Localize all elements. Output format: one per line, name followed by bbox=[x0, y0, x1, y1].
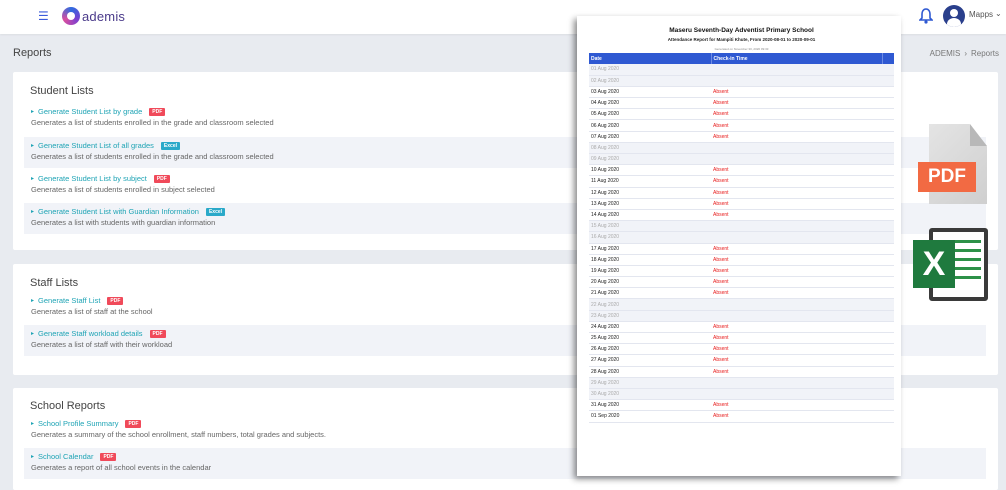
date-cell: 31 Aug 2020 bbox=[589, 400, 711, 411]
extra-cell bbox=[882, 388, 894, 399]
table-row bbox=[589, 75, 894, 86]
date-cell: 23 Aug 2020 bbox=[589, 310, 711, 321]
checkin-cell: Absent bbox=[711, 176, 882, 187]
extra-cell bbox=[882, 209, 894, 220]
table-row bbox=[589, 355, 894, 366]
table-header-row bbox=[589, 53, 894, 64]
user-avatar[interactable] bbox=[943, 5, 965, 27]
checkin-cell: Absent bbox=[711, 321, 882, 332]
table-row bbox=[589, 366, 894, 377]
attendance-report-preview bbox=[577, 16, 901, 476]
section-title: School Reports bbox=[30, 400, 106, 412]
app-logo[interactable] bbox=[62, 7, 125, 25]
date-cell: 15 Aug 2020 bbox=[589, 221, 711, 232]
report-header bbox=[589, 27, 894, 51]
table-row bbox=[589, 388, 894, 399]
extra-cell bbox=[882, 165, 894, 176]
date-cell: 06 Aug 2020 bbox=[589, 120, 711, 131]
report-link-label: Generate Student List by grade bbox=[38, 107, 143, 116]
date-cell: 03 Aug 2020 bbox=[589, 86, 711, 97]
date-cell: 05 Aug 2020 bbox=[589, 109, 711, 120]
pdf-file-icon bbox=[918, 124, 988, 204]
checkin-cell: Absent bbox=[711, 277, 882, 288]
caret-right-icon: ▸ bbox=[31, 454, 35, 460]
date-cell: 10 Aug 2020 bbox=[589, 165, 711, 176]
caret-right-icon: ▸ bbox=[31, 298, 35, 304]
report-description: Generates a report of all school events in the calendar bbox=[31, 463, 212, 472]
extra-cell bbox=[882, 243, 894, 254]
extra-cell bbox=[882, 288, 894, 299]
table-row bbox=[589, 277, 894, 288]
checkin-cell: Absent bbox=[711, 86, 882, 97]
table-row bbox=[589, 142, 894, 153]
breadcrumb-home[interactable]: ADEMIS bbox=[929, 49, 961, 58]
table-row bbox=[589, 344, 894, 355]
report-description: Generates a list with students with guardian information bbox=[31, 218, 216, 227]
extra-cell bbox=[882, 321, 894, 332]
report-link-label: School Profile Summary bbox=[38, 419, 119, 428]
report-description: Generates a list of students enrolled in the grade and classroom selected bbox=[31, 118, 274, 127]
breadcrumb-current: Reports bbox=[970, 49, 999, 58]
extra-cell bbox=[882, 310, 894, 321]
table-row bbox=[589, 254, 894, 265]
checkin-cell bbox=[711, 310, 882, 321]
report-description: Generates a list of students enrolled in subject selected bbox=[31, 185, 215, 194]
checkin-cell: Absent bbox=[711, 198, 882, 209]
table-row bbox=[589, 120, 894, 131]
extra-cell bbox=[882, 86, 894, 97]
column-header-checkin: Check-in Time bbox=[711, 53, 882, 64]
chevron-down-icon[interactable]: ⌄ bbox=[995, 9, 1002, 18]
report-link-label: Generate Student List with Guardian Information bbox=[38, 207, 199, 216]
extra-cell bbox=[882, 198, 894, 209]
date-cell: 01 Aug 2020 bbox=[589, 64, 711, 75]
checkin-cell: Absent bbox=[711, 333, 882, 344]
breadcrumb-separator: › bbox=[964, 49, 967, 58]
excel-badge: Excel bbox=[161, 142, 180, 150]
checkin-cell bbox=[711, 64, 882, 75]
checkin-cell: Absent bbox=[711, 120, 882, 131]
table-row bbox=[589, 232, 894, 243]
breadcrumb bbox=[930, 49, 999, 58]
date-cell: 19 Aug 2020 bbox=[589, 265, 711, 276]
date-cell: 26 Aug 2020 bbox=[589, 344, 711, 355]
report-link-label: Generate Staff workload details bbox=[38, 329, 143, 338]
extra-cell bbox=[882, 355, 894, 366]
date-cell: 21 Aug 2020 bbox=[589, 288, 711, 299]
attendance-rows bbox=[589, 64, 894, 422]
date-cell: 12 Aug 2020 bbox=[589, 187, 711, 198]
date-cell: 02 Aug 2020 bbox=[589, 75, 711, 86]
report-description: Generates a summary of the school enrollment, staff numbers, total grades and subjects. bbox=[31, 430, 327, 439]
report-subtitle: Attendance Report for Mampiti Khute, From 2020-08-01 to 2020-09-01 bbox=[667, 37, 816, 42]
checkin-cell bbox=[711, 299, 882, 310]
extra-cell bbox=[882, 254, 894, 265]
table-row bbox=[589, 109, 894, 120]
extra-cell bbox=[882, 333, 894, 344]
extra-cell bbox=[882, 232, 894, 243]
checkin-cell: Absent bbox=[711, 400, 882, 411]
pdf-badge: PDF bbox=[150, 330, 166, 338]
table-row bbox=[589, 377, 894, 388]
date-cell: 28 Aug 2020 bbox=[589, 366, 711, 377]
date-cell: 04 Aug 2020 bbox=[589, 98, 711, 109]
table-row bbox=[589, 98, 894, 109]
table-row bbox=[589, 299, 894, 310]
caret-right-icon: ▸ bbox=[31, 109, 35, 115]
extra-cell bbox=[882, 277, 894, 288]
extra-cell bbox=[882, 75, 894, 86]
checkin-cell bbox=[711, 142, 882, 153]
date-cell: 14 Aug 2020 bbox=[589, 209, 711, 220]
report-link-label: Generate Student List by subject bbox=[38, 174, 147, 183]
table-row bbox=[589, 411, 894, 422]
pdf-badge: PDF bbox=[100, 453, 116, 461]
table-row bbox=[589, 400, 894, 411]
extra-cell bbox=[882, 142, 894, 153]
extra-cell bbox=[882, 265, 894, 276]
excel-file-icon bbox=[913, 228, 988, 301]
date-cell: 22 Aug 2020 bbox=[589, 299, 711, 310]
date-cell: 30 Aug 2020 bbox=[589, 388, 711, 399]
date-cell: 07 Aug 2020 bbox=[589, 131, 711, 142]
pdf-badge: PDF bbox=[149, 108, 165, 116]
bell-icon[interactable] bbox=[919, 8, 933, 24]
extra-cell bbox=[882, 187, 894, 198]
extra-cell bbox=[882, 120, 894, 131]
date-cell: 25 Aug 2020 bbox=[589, 333, 711, 344]
table-row bbox=[589, 221, 894, 232]
checkin-cell: Absent bbox=[711, 288, 882, 299]
date-cell: 11 Aug 2020 bbox=[589, 176, 711, 187]
caret-right-icon: ▸ bbox=[31, 421, 35, 427]
table-row bbox=[589, 131, 894, 142]
checkin-cell: Absent bbox=[711, 187, 882, 198]
section-title: Staff Lists bbox=[30, 277, 79, 289]
date-cell: 20 Aug 2020 bbox=[589, 277, 711, 288]
extra-cell bbox=[882, 366, 894, 377]
column-header-extra bbox=[882, 53, 894, 64]
checkin-cell: Absent bbox=[711, 344, 882, 355]
extra-cell bbox=[882, 109, 894, 120]
extra-cell bbox=[882, 154, 894, 165]
table-row bbox=[589, 64, 894, 75]
table-row bbox=[589, 321, 894, 332]
checkin-cell: Absent bbox=[711, 98, 882, 109]
report-description: Generates a list of staff at the school bbox=[31, 307, 153, 316]
table-row bbox=[589, 310, 894, 321]
extra-cell bbox=[882, 98, 894, 109]
date-cell: 24 Aug 2020 bbox=[589, 321, 711, 332]
extra-cell bbox=[882, 176, 894, 187]
pdf-fold bbox=[970, 124, 987, 146]
table-row bbox=[589, 198, 894, 209]
checkin-cell: Absent bbox=[711, 243, 882, 254]
caret-right-icon: ▸ bbox=[31, 331, 35, 337]
user-name[interactable]: Mapps bbox=[969, 10, 994, 19]
date-cell: 01 Sep 2020 bbox=[589, 411, 711, 422]
checkin-cell bbox=[711, 75, 882, 86]
table-row bbox=[589, 165, 894, 176]
checkin-cell bbox=[711, 377, 882, 388]
checkin-cell: Absent bbox=[711, 411, 882, 422]
checkin-cell: Absent bbox=[711, 165, 882, 176]
date-cell: 17 Aug 2020 bbox=[589, 243, 711, 254]
report-description: Generates a list of staff with their workload bbox=[31, 340, 173, 349]
table-row bbox=[589, 243, 894, 254]
table-row bbox=[589, 176, 894, 187]
table-row bbox=[589, 154, 894, 165]
extra-cell bbox=[882, 221, 894, 232]
date-cell: 08 Aug 2020 bbox=[589, 142, 711, 153]
table-row bbox=[589, 265, 894, 276]
caret-right-icon: ▸ bbox=[31, 209, 35, 215]
checkin-cell: Absent bbox=[711, 109, 882, 120]
excel-badge: Excel bbox=[206, 208, 225, 216]
date-cell: 13 Aug 2020 bbox=[589, 198, 711, 209]
report-link-label: Generate Student List of all grades bbox=[38, 141, 154, 150]
extra-cell bbox=[882, 400, 894, 411]
page-title: Reports bbox=[13, 47, 52, 59]
extra-cell bbox=[882, 299, 894, 310]
checkin-cell: Absent bbox=[711, 355, 882, 366]
extra-cell bbox=[882, 64, 894, 75]
checkin-cell: Absent bbox=[711, 209, 882, 220]
date-cell: 29 Aug 2020 bbox=[589, 377, 711, 388]
caret-right-icon: ▸ bbox=[31, 143, 35, 149]
checkin-cell bbox=[711, 154, 882, 165]
report-generated-date: Generated on November 30, 2020 09:33 bbox=[714, 47, 769, 51]
pdf-badge: PDF bbox=[125, 420, 141, 428]
date-cell: 16 Aug 2020 bbox=[589, 232, 711, 243]
column-header-date: Date bbox=[589, 53, 711, 64]
table-row bbox=[589, 288, 894, 299]
checkin-cell bbox=[711, 232, 882, 243]
attendance-table bbox=[589, 53, 894, 423]
table-row bbox=[589, 333, 894, 344]
report-description: Generates a list of students enrolled in the grade and classroom selected bbox=[31, 152, 274, 161]
pdf-badge: PDF bbox=[107, 297, 123, 305]
table-row bbox=[589, 86, 894, 97]
extra-cell bbox=[882, 344, 894, 355]
checkin-cell: Absent bbox=[711, 254, 882, 265]
date-cell: 27 Aug 2020 bbox=[589, 355, 711, 366]
menu-icon[interactable]: ☰ bbox=[38, 9, 49, 23]
extra-cell bbox=[882, 131, 894, 142]
report-link-label: School Calendar bbox=[38, 452, 94, 461]
logo-mark-icon bbox=[62, 7, 80, 25]
extra-cell bbox=[882, 411, 894, 422]
report-link-label: Generate Staff List bbox=[38, 296, 101, 305]
date-cell: 09 Aug 2020 bbox=[589, 154, 711, 165]
excel-label: X bbox=[913, 240, 955, 288]
table-row bbox=[589, 209, 894, 220]
pdf-badge: PDF bbox=[154, 175, 170, 183]
logo-text: ademis bbox=[82, 8, 126, 24]
checkin-cell: Absent bbox=[711, 131, 882, 142]
checkin-cell: Absent bbox=[711, 366, 882, 377]
checkin-cell: Absent bbox=[711, 265, 882, 276]
checkin-cell bbox=[711, 388, 882, 399]
checkin-cell bbox=[711, 221, 882, 232]
table-row bbox=[589, 187, 894, 198]
section-title: Student Lists bbox=[30, 85, 94, 97]
pdf-label: PDF bbox=[918, 162, 976, 192]
date-cell: 18 Aug 2020 bbox=[589, 254, 711, 265]
extra-cell bbox=[882, 377, 894, 388]
report-school-name: Maseru Seventh-Day Adventist Primary School bbox=[669, 27, 814, 34]
caret-right-icon: ▸ bbox=[31, 176, 35, 182]
